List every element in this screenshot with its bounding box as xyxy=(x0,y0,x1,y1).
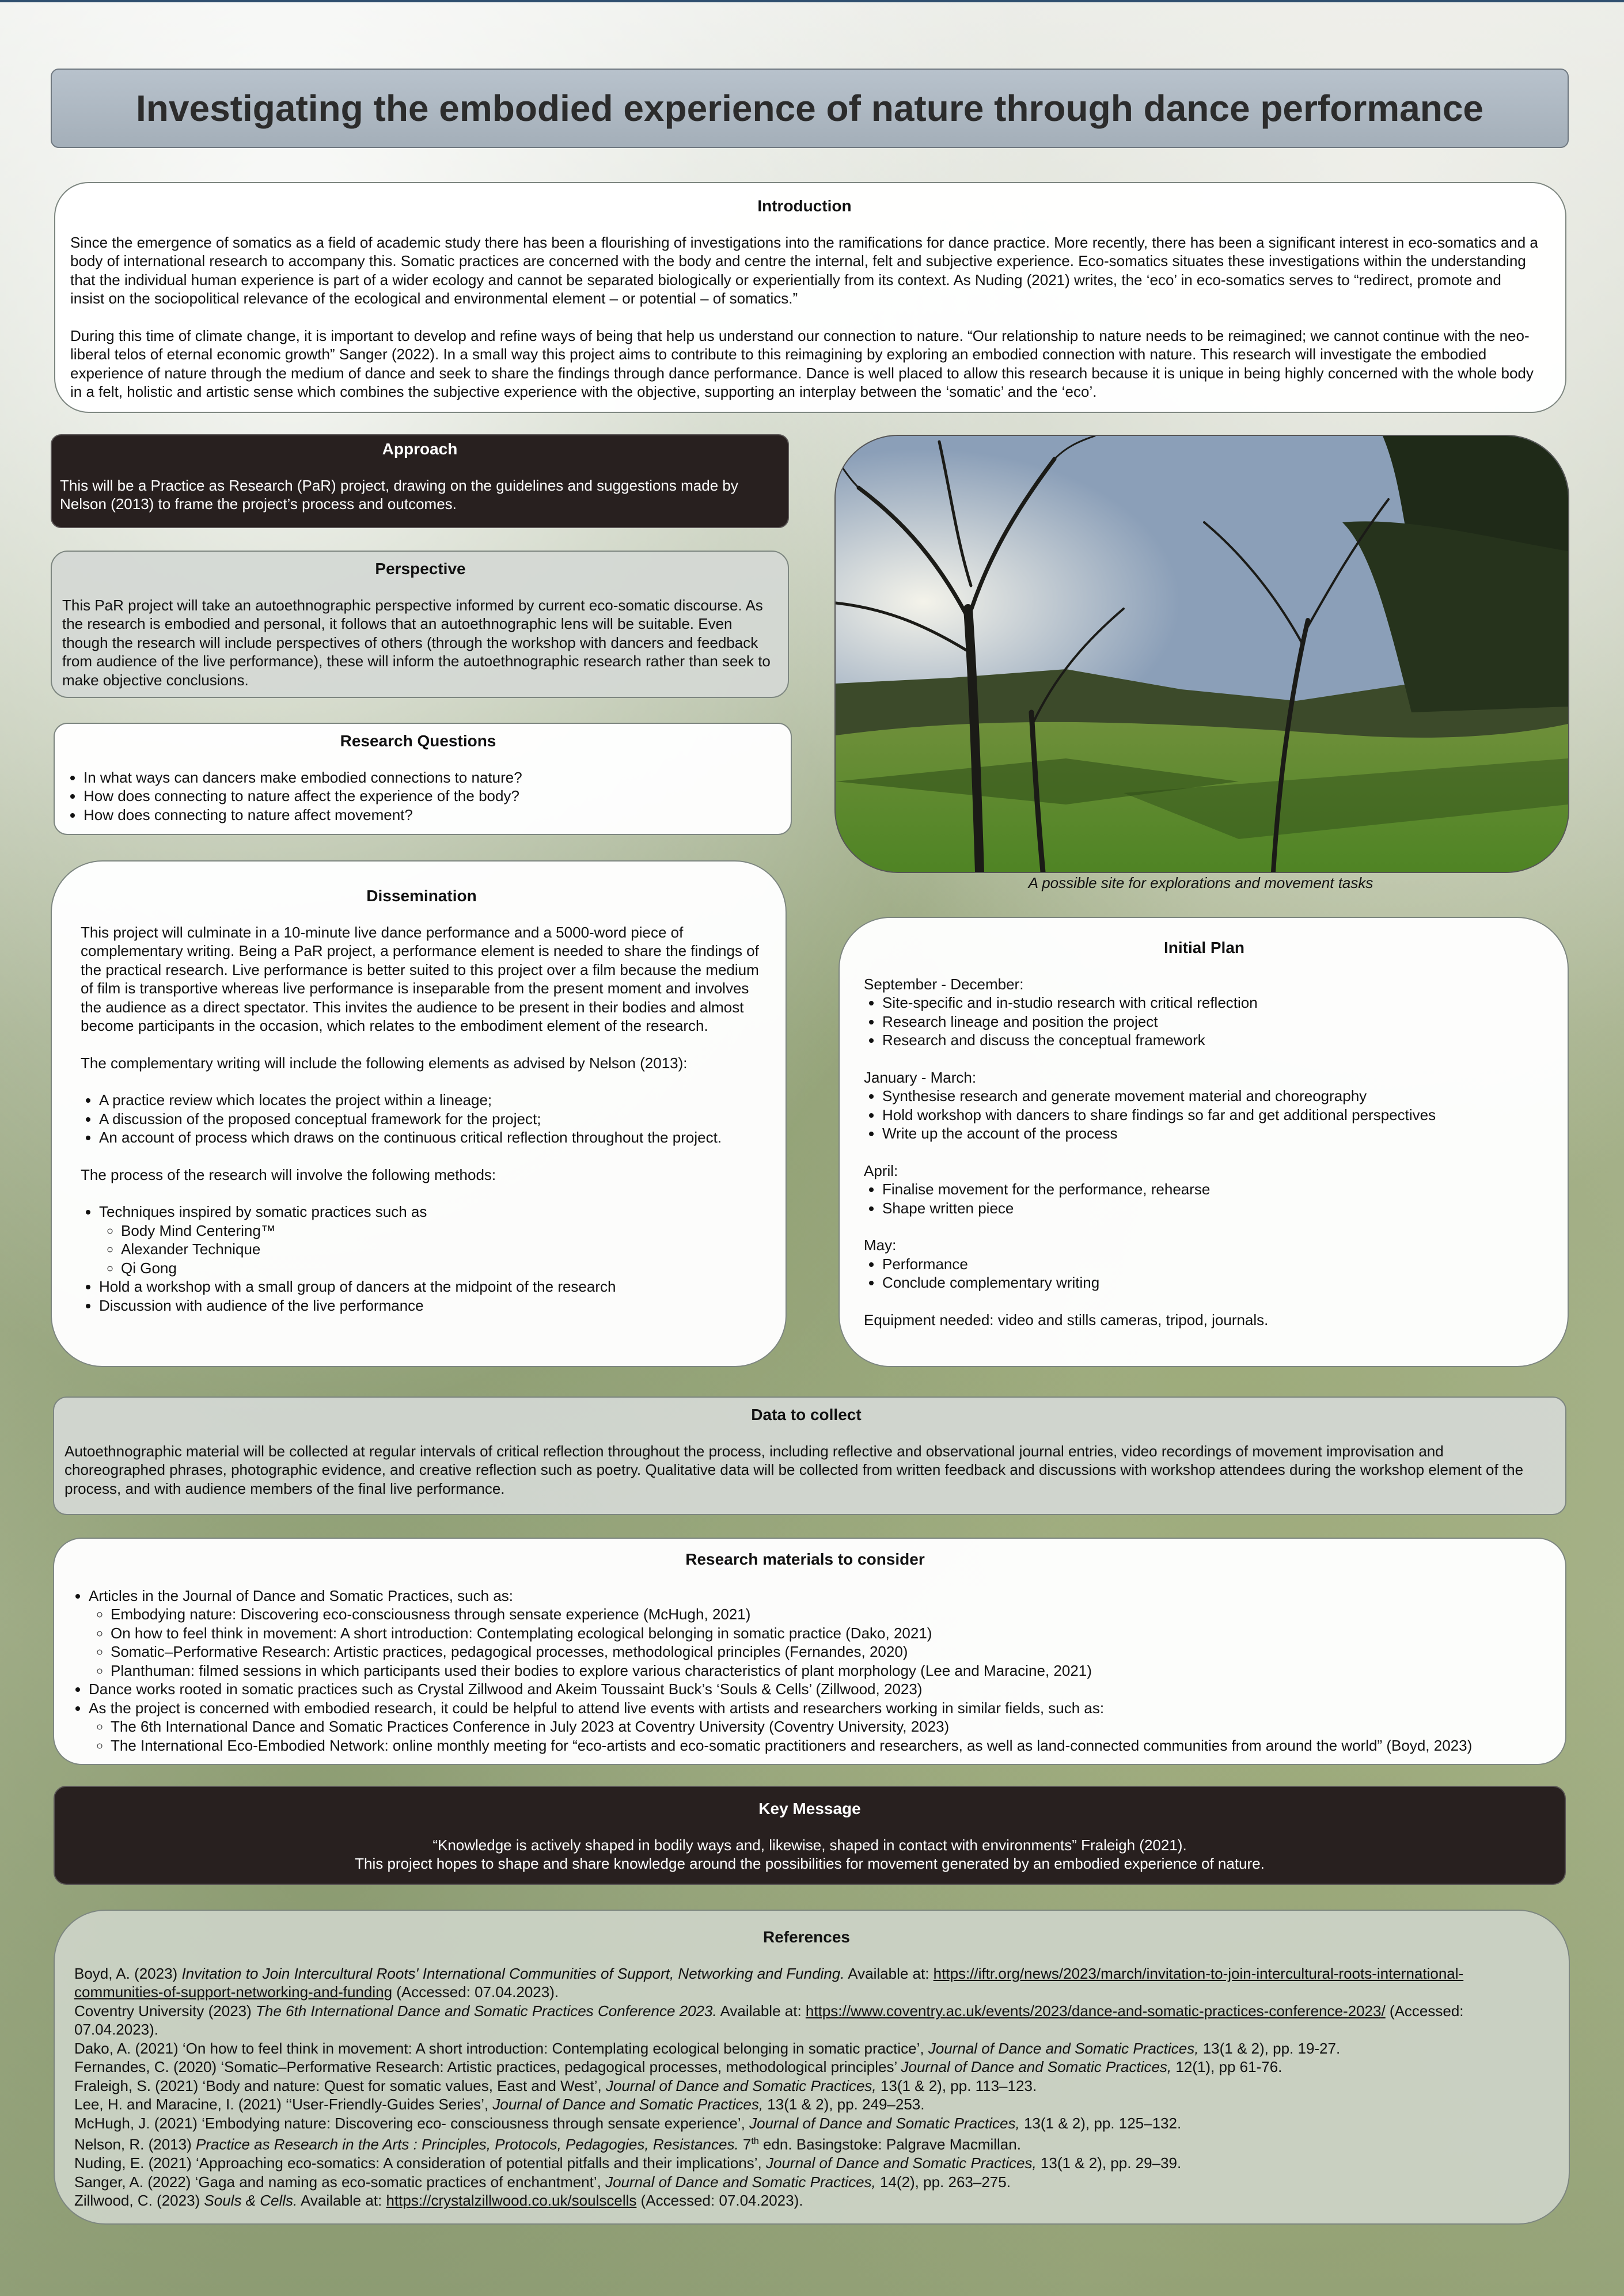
list-item xyxy=(99,1202,762,1277)
ref-text: Available at: xyxy=(844,1964,934,1982)
dissemination-paragraph-1: This project will culminate in a 10-minute live dance performance and a 5000-word piece of complementary writing. Being a PaR project, a performance element is needed to share the findings of the practical research. Live performance is better suited to this project over a film because the medium of film is transportive whereas live performance is inseparable from the present moment and involves the audience as a direct spectator. This invites the audience to be present in their bodies and almost become participants in the occasion, which relates to the embodiment element of the research. xyxy=(81,923,759,1034)
key-message-statement: This project hopes to shape and share knowledge around the possibilities for movement generated by an embodied experience of nature. xyxy=(355,1855,1265,1872)
reference-dako xyxy=(74,2039,1539,2058)
reference-fraleigh xyxy=(74,2077,1539,2096)
ref-text: Available at: xyxy=(716,2002,806,2020)
ref-text: 13(1 & 2), pp. 125–132. xyxy=(1019,2114,1182,2132)
list-item: • How does connecting to nature affect movement? xyxy=(84,806,781,825)
plan-label-april: April: xyxy=(864,1162,898,1179)
data-to-collect-section xyxy=(53,1396,1566,1515)
list-item: ◦ Body Mind Centering™ xyxy=(121,1221,762,1240)
list-item: • A practice review which locates the project within a lineage; xyxy=(99,1091,762,1110)
top-border xyxy=(0,0,1624,2)
ref-text: Fernandes, C. (2020) ‘Somatic–Performative Research: Artistic practices, pedagogical processes, methodological principles’ xyxy=(74,2058,901,2075)
research-materials-list xyxy=(54,1587,1556,1755)
data-to-collect-heading: Data to collect xyxy=(751,1406,862,1424)
ref-text: edn. Basingstoke: Palgrave Macmillan. xyxy=(758,2135,1021,2153)
ref-text: 13(1 & 2), pp. 113–123. xyxy=(876,2077,1037,2094)
reference-lee xyxy=(74,2095,1539,2114)
list-item: • Synthesise research and generate movement material and choreography xyxy=(882,1087,1545,1106)
plan-label-sep-dec: September - December: xyxy=(864,975,1024,993)
ref-title: Practice as Research in the Arts : Principles, Protocols, Pedagogies, Resistances. xyxy=(195,2135,739,2153)
ref-text: Fraleigh, S. (2021) ‘Body and nature: Quest for somatic values, East and West’, xyxy=(74,2077,606,2094)
initial-plan-section xyxy=(838,917,1569,1367)
dissemination-paragraph-3: The process of the research will involve the following methods: xyxy=(81,1166,496,1183)
ref-text: 13(1 & 2), pp. 19-27. xyxy=(1198,2039,1341,2057)
reference-coventry xyxy=(74,2002,1539,2039)
approach-section xyxy=(51,434,789,528)
methods-intro: Techniques inspired by somatic practices such as xyxy=(99,1203,427,1220)
research-materials-heading: Research materials to consider xyxy=(685,1550,925,1568)
introduction-section xyxy=(54,182,1566,413)
list-item: • Site-specific and in-studio research with critical reflection xyxy=(882,993,1545,1012)
ref-text: (Accessed: 07.04.2023). xyxy=(392,1983,559,2001)
title-banner xyxy=(51,69,1569,148)
list-item xyxy=(89,1699,1556,1755)
references-section xyxy=(54,1910,1570,2225)
reference-sanger xyxy=(74,2173,1539,2192)
list-item: ◦ The International Eco-Embodied Network: online monthly meeting for “eco-artists and eco-somatic practitioners and researchers, as well as land-connected communities from around the world” (Boyd, 2023) xyxy=(111,1736,1556,1755)
introduction-paragraph-1: Since the emergence of somatics as a field of academic study there has been a flourishing of investigations into the ramifications for dance practice. More recently, there has been a significant interest in eco-somatics and a body of international research to accompany this. Somatic practices are concerned with the body and centre the internal, felt and subjective experience. Eco-somatics situates these investigations within the understanding that the individual human experience is part of a wider ecology and cannot be separated biologically or experientially from its context. As Nuding (2021) writes, the ‘eco’ in eco-somatics serves to “redirect, promote and insist on the sociopolitical relevance of the ecological and environmental element – or potential – of somatics.” xyxy=(70,233,1538,307)
plan-label-may: May: xyxy=(864,1236,897,1254)
approach-heading: Approach xyxy=(382,440,458,458)
key-message-heading: Key Message xyxy=(758,1800,861,1817)
list-item: • Hold a workshop with a small group of dancers at the midpoint of the research xyxy=(99,1277,762,1296)
list-item: • Write up the account of the process xyxy=(882,1124,1545,1143)
list-item: • Discussion with audience of the live performance xyxy=(99,1296,762,1315)
list-item: ◦ On how to feel think in movement: A short introduction: Contemplating ecological belonging in somatic practice (Dako, 2021) xyxy=(111,1624,1556,1643)
list-item: • Hold workshop with dancers to share findings so far and get additional perspectives xyxy=(882,1106,1545,1125)
perspective-text: This PaR project will take an autoethnographic perspective informed by current eco-somatic discourse. As the research is embodied and personal, it follows that an autoethnographic lens will be suitable. Even though the research will include perspectives of others (through the workshop with dancers and feedback from audience of the live performance), these will inform the autoethnographic research rather than seek to make objective conclusions. xyxy=(62,596,771,689)
plan-list-april xyxy=(864,1180,1545,1217)
ref-text: 13(1 & 2), pp. 29–39. xyxy=(1036,2154,1182,2172)
ref-text: 13(1 & 2), pp. 249–253. xyxy=(763,2096,925,2113)
ref-journal: Journal of Dance and Somatic Practices, xyxy=(901,2058,1172,2075)
dissemination-heading: Dissemination xyxy=(366,887,477,905)
list-item: • Performance xyxy=(882,1255,1545,1274)
introduction-heading: Introduction xyxy=(757,197,852,215)
list-item xyxy=(89,1587,1556,1680)
list-item: ◦ Qi Gong xyxy=(121,1259,762,1278)
ref-text: Boyd, A. (2023) xyxy=(74,1964,182,1982)
ref-journal: Journal of Dance and Somatic Practices, xyxy=(605,2077,876,2094)
writing-elements-list xyxy=(81,1091,762,1147)
list-item: ◦ Somatic–Performative Research: Artistic practices, pedagogical processes, methodological principles (Fernandes, 2020) xyxy=(111,1642,1556,1661)
ref-journal: Journal of Dance and Somatic Practices, xyxy=(749,2114,1020,2132)
list-item: • Finalise movement for the performance, rehearse xyxy=(882,1180,1545,1199)
research-questions-heading: Research Questions xyxy=(340,732,496,750)
perspective-section xyxy=(51,551,789,698)
research-questions-list xyxy=(55,768,781,825)
ref-text: McHugh, J. (2021) ‘Embodying nature: Discovering eco- consciousness through sensate experience’, xyxy=(74,2114,750,2132)
list-item: • Research and discuss the conceptual framework xyxy=(882,1031,1545,1050)
list-item: • In what ways can dancers make embodied connections to nature? xyxy=(84,768,781,787)
ref-text: 7 xyxy=(738,2135,752,2153)
list-item: • Research lineage and position the project xyxy=(882,1012,1545,1031)
photo-caption: A possible site for explorations and movement tasks xyxy=(1028,874,1373,891)
ref-text: Dako, A. (2021) ‘On how to feel think in movement: A short introduction: Contemplating ecological belonging in somatic practice’, xyxy=(74,2039,928,2057)
ref-link-coventry[interactable]: https://www.coventry.ac.uk/events/2023/dance-and-somatic-practices-conference-2023/ xyxy=(805,2002,1386,2020)
ref-text: Available at: xyxy=(297,2192,386,2210)
plan-list-jan-mar xyxy=(864,1087,1545,1143)
key-message-quote: “Knowledge is actively shaped in bodily ways and, likewise, shaped in contact with environments” Fraleigh (2021). xyxy=(432,1836,1187,1854)
ref-text: Nuding, E. (2021) ‘Approaching eco-somatics: A consideration of potential pitfalls and their implications’, xyxy=(74,2154,766,2172)
poster-title: Investigating the embodied experience of nature through dance performance xyxy=(136,88,1483,129)
list-item: • Conclude complementary writing xyxy=(882,1273,1545,1292)
reference-nelson xyxy=(74,2132,1539,2154)
list-item: • A discussion of the proposed conceptual framework for the project; xyxy=(99,1110,762,1129)
techniques-list xyxy=(99,1221,762,1278)
methods-list xyxy=(81,1202,762,1315)
reference-fernandes xyxy=(74,2058,1539,2077)
ref-superscript: th xyxy=(751,2136,759,2146)
dissemination-section xyxy=(51,860,787,1367)
research-questions-section xyxy=(54,723,792,835)
ref-text: (Accessed: 07.04.2023). xyxy=(74,2002,1464,2038)
ref-text: 14(2), pp. 263–275. xyxy=(875,2173,1011,2191)
live-events-list xyxy=(89,1717,1556,1755)
plan-list-sep-dec xyxy=(864,993,1545,1050)
plan-list-may xyxy=(864,1255,1545,1292)
reference-boyd xyxy=(74,1964,1539,2002)
live-events-intro: As the project is concerned with embodied research, it could be helpful to attend live events with artists and researchers working in similar fields, such as: xyxy=(89,1699,1105,1717)
ref-journal: Journal of Dance and Somatic Practices, xyxy=(492,2096,764,2113)
ref-text: Coventry University (2023) xyxy=(74,2002,256,2020)
list-item: • How does connecting to nature affect the experience of the body? xyxy=(84,787,781,806)
list-item: • Dance works rooted in somatic practices such as Crystal Zillwood and Akeim Toussaint Buck’s ‘Souls & Cells’ (Zillwood, 2023) xyxy=(89,1680,1556,1699)
approach-text: This will be a Practice as Research (PaR) project, drawing on the guidelines and suggestions made by Nelson (2013) to frame the project’s process and outcomes. xyxy=(60,476,738,513)
woodland-scene-image xyxy=(836,436,1568,872)
ref-link-zillwood[interactable]: https://crystalzillwood.co.uk/soulscells xyxy=(386,2192,637,2210)
list-item: • An account of process which draws on the continuous critical reflection throughout the project. xyxy=(99,1128,762,1147)
ref-text: (Accessed: 07.04.2023). xyxy=(636,2192,803,2210)
ref-link-iftr[interactable]: https://iftr.org/news/2023/march/invitation-to-join-intercultural-roots-international-communities-of-support-networking-and-funding xyxy=(74,1964,1464,2001)
plan-label-jan-mar: January - March: xyxy=(864,1068,977,1086)
initial-plan-heading: Initial Plan xyxy=(1163,939,1245,957)
list-item: ◦ Planthuman: filmed sessions in which participants used their bodies to explore various characteristics of plant morphology (Lee and Maracine, 2021) xyxy=(111,1661,1556,1680)
ref-title: Invitation to Join Intercultural Roots' International Communities of Support, Networking and Funding. xyxy=(181,1964,845,1982)
list-item: ◦ Alexander Technique xyxy=(121,1240,762,1259)
ref-title: Souls & Cells. xyxy=(204,2192,298,2210)
list-item: ◦ Embodying nature: Discovering eco-consciousness through sensate experience (McHugh, 2021) xyxy=(111,1605,1556,1624)
ref-text: Nelson, R. (2013) xyxy=(74,2135,196,2153)
list-item: • Shape written piece xyxy=(882,1199,1545,1218)
ref-text: 12(1), pp 61-76. xyxy=(1171,2058,1282,2075)
ref-journal: Journal of Dance and Somatic Practices, xyxy=(928,2039,1199,2057)
plan-equipment: Equipment needed: video and stills cameras, tripod, journals. xyxy=(864,1311,1269,1329)
ref-text: Zillwood, C. (2023) xyxy=(74,2192,204,2210)
reference-nuding xyxy=(74,2154,1539,2173)
journal-articles-list xyxy=(89,1605,1556,1680)
research-materials-section xyxy=(53,1538,1566,1765)
reference-mchugh xyxy=(74,2114,1539,2133)
data-to-collect-text: Autoethnographic material will be collected at regular intervals of critical reflection throughout the process, including reflective and observational journal entries, video recordings of movement improvisation and choreographed phrases, photographic evidence, and creative reflection such as poetry. Qualitative data will be collected from written feedback and discussions with workshop attendees during the workshop element of the process, and with audience members of the final live performance. xyxy=(64,1442,1524,1497)
key-message-section xyxy=(54,1786,1566,1885)
list-item: ◦ The 6th International Dance and Somatic Practices Conference in July 2023 at Coventry University (Coventry University, 2023) xyxy=(111,1717,1556,1736)
perspective-heading: Perspective xyxy=(375,560,466,578)
ref-journal: Journal of Dance and Somatic Practices, xyxy=(766,2154,1037,2172)
introduction-paragraph-2: During this time of climate change, it is important to develop and refine ways of being that help us understand our connection to nature. “Our relationship to nature needs to be reimagined; we cannot continue with the neo-liberal telos of eternal economic growth” Sanger (2022). In a small way this project aims to contribute to this reimagining by exploring an embodied connection with nature. This research will investigate the embodied experience of nature through the medium of dance and seek to share the findings through dance performance. Dance is well placed to allow this research because it is unique in being highly concerned with the whole body in a felt, holistic and artistic sense which combines the subjective experience with the objective, supporting an interplay between the ‘somatic’ and the ‘eco’. xyxy=(70,327,1534,400)
dissemination-paragraph-2: The complementary writing will include the following elements as advised by Nelson (2013): xyxy=(81,1054,688,1072)
journal-articles-intro: Articles in the Journal of Dance and Somatic Practices, such as: xyxy=(89,1587,514,1604)
ref-title: The 6th International Dance and Somatic Practices Conference 2023. xyxy=(256,2002,717,2020)
reference-zillwood xyxy=(74,2191,1539,2210)
ref-text: Lee, H. and Maracine, I. (2021) ‘‘User-Friendly-Guides Series’, xyxy=(74,2096,493,2113)
ref-text: Sanger, A. (2022) ‘Gaga and naming as eco-somatic practices of enchantment’, xyxy=(74,2173,606,2191)
references-heading: References xyxy=(763,1928,850,1946)
nature-photo xyxy=(834,435,1569,873)
ref-journal: Journal of Dance and Somatic Practices, xyxy=(605,2173,876,2191)
